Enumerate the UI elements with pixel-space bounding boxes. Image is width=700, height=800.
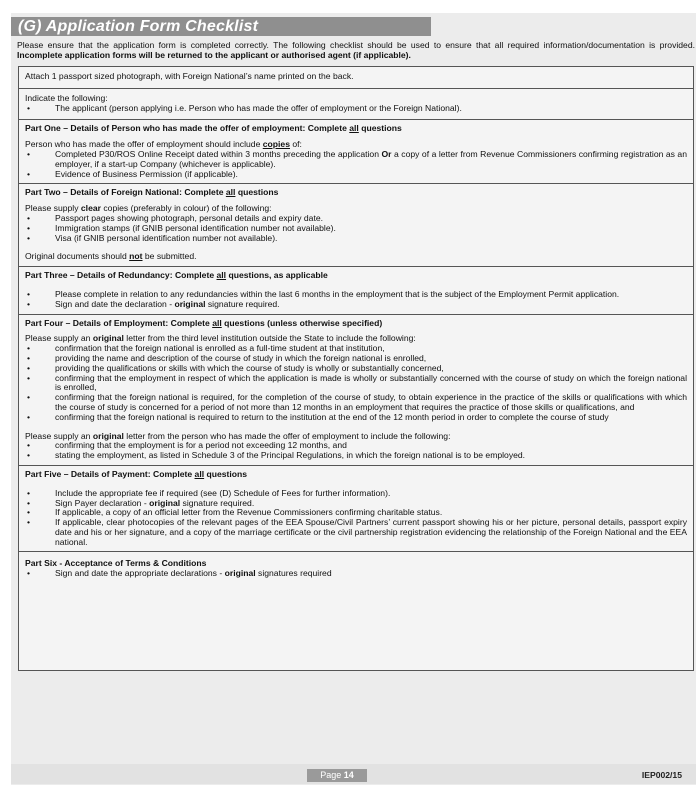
- list-item: • providing the name and description of the course of study in which the foreign national is enrolled,: [25, 354, 687, 364]
- part-two-note: [25, 252, 687, 262]
- heading-text: Part Three – Details of Redundancy: Complete: [25, 270, 217, 281]
- item-text: signatures required: [255, 568, 332, 579]
- indicate-section: [19, 89, 693, 121]
- part-five-list: [25, 489, 687, 548]
- heading-underline: all: [212, 317, 222, 328]
- part-two-heading: [25, 188, 687, 198]
- lead-text: letter from the third level institution outside the State to include the following:: [123, 333, 416, 344]
- lead-text: Please supply: [25, 203, 81, 214]
- section-title: (G) Application Form Checklist: [11, 17, 431, 36]
- item-text: signature required.: [180, 497, 255, 508]
- list-item: • Evidence of Business Permission (if applicable).: [25, 170, 687, 180]
- part-three-heading: [25, 271, 687, 281]
- list-item: [25, 300, 687, 310]
- page-number-label: [307, 769, 367, 782]
- heading-underline: all: [225, 187, 236, 198]
- lead-text: letter from the person who has made the offer of employment to include the following:: [123, 430, 451, 441]
- item-text: Sign and date the declaration -: [55, 298, 175, 309]
- item-text: Completed P30/ROS Online Receipt dated within 3 months preceding the application: [55, 148, 382, 159]
- photo-text: Attach 1 passport sized photograph, with Foreign National’s name printed on the back.: [25, 71, 354, 81]
- list-item: • Please complete in relation to any redundancies within the last 6 months in the employment that is the subject of the Employment Permit application.: [25, 290, 687, 300]
- heading-underline: all: [216, 270, 227, 281]
- list-item: [25, 150, 687, 170]
- list-item: • providing the qualifications or skills with which the course of study is wholly or substantially concerned,: [25, 364, 687, 374]
- part-two-list: [25, 214, 687, 243]
- heading-text: questions: [235, 187, 279, 198]
- lead-underline: copies: [262, 139, 290, 150]
- list-item: • confirmation that the foreign national is enrolled as a full-time student at that institution,: [25, 344, 687, 354]
- part-four-section: [19, 315, 693, 466]
- item-bold: original: [174, 298, 206, 309]
- lead-text: Person who has made the offer of employment should include: [25, 139, 263, 150]
- part-six-heading: Part Six - Acceptance of Terms & Conditions: [25, 558, 207, 569]
- heading-text: Part Two – Details of Foreign National: Complete: [25, 187, 226, 198]
- list-item: • Include the appropriate fee if required (see (D) Schedule of Fees for further information).: [25, 489, 687, 499]
- list-item: [25, 569, 687, 579]
- lead-bold: clear: [80, 203, 101, 214]
- list-item: • confirming that the foreign national is required to return to the institution at the end of the 12 month period in order to complete the course of study: [25, 413, 687, 423]
- intro-paragraph: [17, 40, 695, 60]
- note-underline: not: [129, 251, 143, 262]
- note-text: be submitted.: [142, 251, 197, 262]
- heading-text: questions, as applicable: [226, 270, 328, 281]
- item-text: signature required.: [205, 298, 280, 309]
- document-page: [11, 13, 696, 785]
- list-item: • Visa (if GNIB personal identification number not available).: [25, 234, 687, 244]
- lead-bold: original: [92, 430, 124, 441]
- document-code: IEP002/15: [641, 770, 682, 780]
- part-two-section: [19, 184, 693, 267]
- photo-section: [19, 67, 693, 89]
- heading-text: questions: [358, 123, 402, 134]
- heading-text: Part Five – Details of Payment: Complete: [25, 468, 195, 479]
- part-six-list: [25, 569, 687, 579]
- part-one-heading: [25, 124, 687, 134]
- list-item: • Immigration stamps (if GNIB personal identification number not available).: [25, 224, 687, 234]
- list-item: • confirming that the foreign national is required, for the completion of the course of study, to obtain experience in the practice of the skills or qualifications with which the course of study is concerned for a period of not more than 12 months in an employment that requires the practice of those skills or qualifications, and: [25, 393, 687, 413]
- list-item: • confirming that the employment in respect of which the application is made is wholly or substantially concerned with the course of study on which the foreign national is enrolled,: [25, 374, 687, 394]
- part-four-institution-list: [25, 344, 687, 422]
- heading-text: Part Four – Details of Employment: Complete: [25, 317, 213, 328]
- part-five-section: [19, 466, 693, 553]
- list-item: • If applicable, a copy of an official letter from the Revenue Commissioners confirming charitable status.: [25, 508, 687, 518]
- heading-underline: all: [349, 123, 359, 134]
- note-text: Original documents should: [25, 251, 130, 262]
- heading-text: questions (unless otherwise specified): [221, 317, 383, 328]
- page-word: Page: [320, 770, 344, 780]
- item-bold: Or: [381, 148, 392, 159]
- list-item: • stating the employment, as listed in Schedule 3 of the Principal Regulations, in which the foreign national is to be employed.: [25, 451, 687, 461]
- list-item: • The applicant (person applying i.e. Person who has made the offer of employment or the Foreign National).: [25, 104, 687, 114]
- item-bold: original: [224, 568, 256, 579]
- indicate-lead: Indicate the following:: [25, 92, 108, 103]
- checklist-box: [18, 66, 694, 671]
- page-number: 14: [343, 770, 354, 780]
- lead-bold: original: [92, 333, 124, 344]
- intro-warning: Incomplete application forms will be returned to the applicant or authorised agent (if applicable).: [17, 50, 411, 60]
- lead-text: copies (preferably in colour) of the following:: [100, 203, 272, 214]
- intro-text: Please ensure that the application form is completed correctly. The following checklist should be used to ensure that all required information/documentation is provided.: [17, 40, 695, 50]
- item-bold: original: [149, 497, 181, 508]
- heading-text: Part One – Details of Person who has made the offer of employment: Complete: [25, 123, 350, 134]
- part-six-section: [19, 552, 693, 583]
- lead-text: Please supply an: [25, 333, 93, 344]
- indicate-list: [25, 104, 687, 114]
- list-item: • confirming that the employment is for a period not exceeding 12 months, and: [25, 441, 687, 451]
- part-one-section: [19, 120, 693, 184]
- heading-underline: all: [194, 468, 205, 479]
- item-text: a copy of a letter from Revenue Commissioners confirming registration as an employer, if a start-up Company (whichever is applicable).: [55, 148, 687, 169]
- part-three-list: [25, 290, 687, 310]
- part-three-section: [19, 267, 693, 314]
- lead-text: of:: [289, 139, 302, 150]
- heading-text: questions: [204, 468, 248, 479]
- list-item: • Passport pages showing photograph, personal details and expiry date.: [25, 214, 687, 224]
- list-item: • If applicable, clear photocopies of the relevant pages of the EEA Spouse/Civil Partners’ current passport showing his or her picture, personal details, passport expiry date and his or her signature, and a copy of the marriage certificate or the civil partnership registration evidencing the relationship of the Foreign National and the EEA national.: [25, 518, 687, 547]
- part-one-list: [25, 150, 687, 179]
- part-four-employer-list: [25, 441, 687, 461]
- part-four-heading: [25, 319, 687, 329]
- lead-text: Please supply an: [25, 430, 93, 441]
- item-text: Sign and date the appropriate declarations -: [55, 568, 225, 579]
- part-five-heading: [25, 470, 687, 480]
- item-text: Sign Payer declaration -: [55, 497, 150, 508]
